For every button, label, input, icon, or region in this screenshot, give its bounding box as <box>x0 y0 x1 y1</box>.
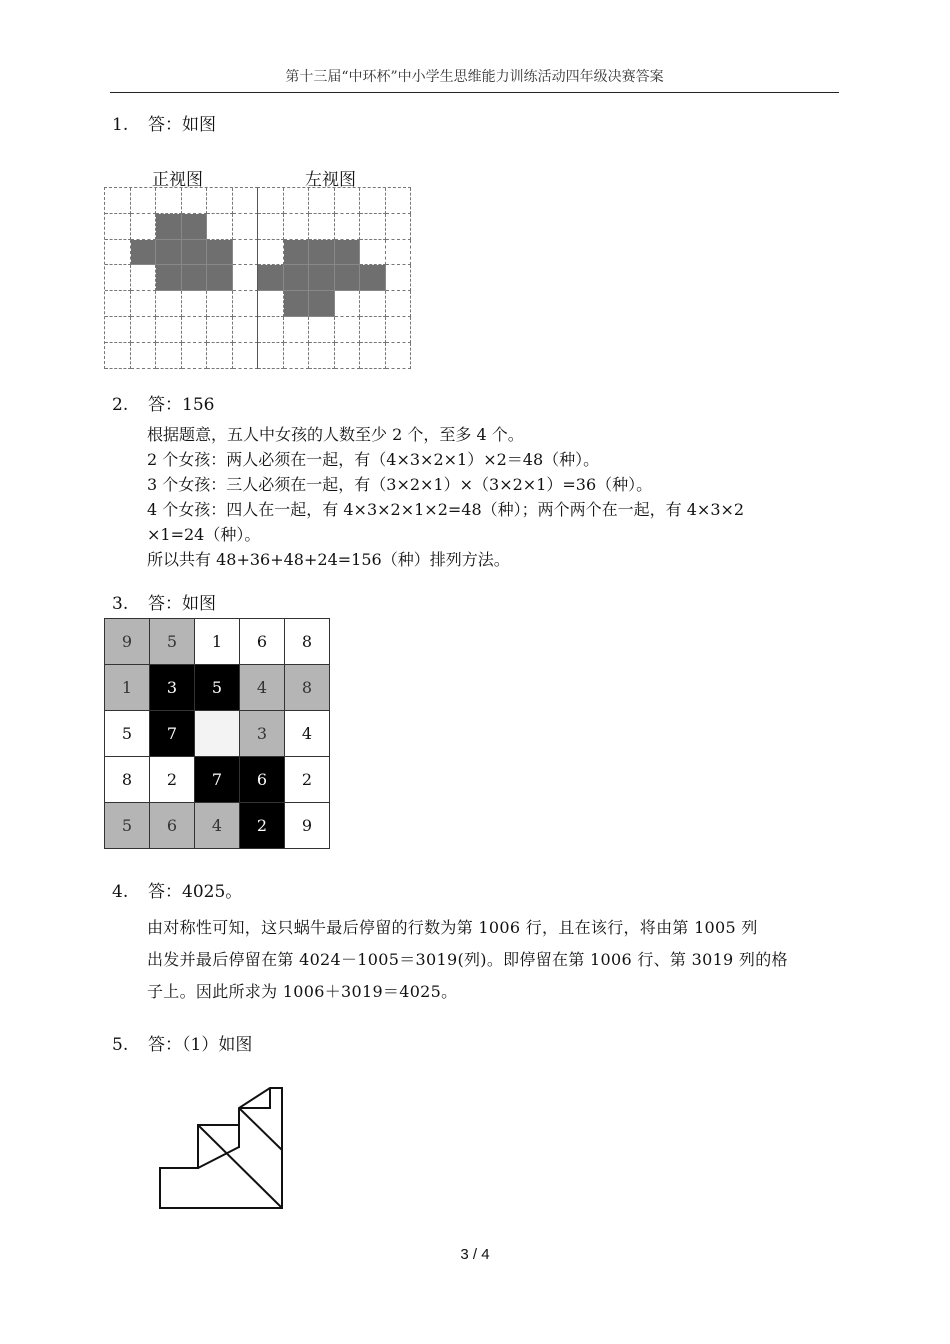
grid-cell: 2 <box>285 757 330 803</box>
grid-cell: 1 <box>105 665 150 711</box>
left-view-cell <box>360 188 386 214</box>
front-view-cell <box>131 343 157 369</box>
grid-cell: 8 <box>285 619 330 665</box>
grid-cell: 2 <box>240 803 285 849</box>
front-view-cell <box>233 240 259 266</box>
grid-cell: 7 <box>195 757 240 803</box>
front-view-cell <box>105 265 131 291</box>
front-view-cell <box>207 240 233 266</box>
front-view-cell <box>233 317 259 343</box>
grid-cell: 2 <box>150 757 195 803</box>
grid-cell: 9 <box>285 803 330 849</box>
left-view-cell <box>284 317 310 343</box>
q2-line-3: 3 个女孩：三人必须在一起，有（3×2×1）×（3×2×1）=36（种）。 <box>147 475 653 494</box>
question-answer-title: 答：4025。 <box>148 882 243 902</box>
question-answer-title: 答：如图 <box>148 594 216 614</box>
q4-line-3: 子上。因此所求为 1006＋3019＝4025。 <box>147 982 458 1001</box>
question-number: 2. <box>112 395 129 415</box>
front-view-cell <box>105 291 131 317</box>
left-view-cell <box>309 343 335 369</box>
front-view-cell <box>182 214 208 240</box>
left-view-cell <box>386 240 412 266</box>
front-view-cell <box>233 214 259 240</box>
question-answer-title: 答：156 <box>148 395 215 415</box>
front-view-cell <box>156 343 182 369</box>
front-view-cell <box>182 317 208 343</box>
question-5 <box>112 1037 252 1054</box>
front-view-grid <box>104 187 258 369</box>
grid-cell: 8 <box>285 665 330 711</box>
front-view-cell <box>156 291 182 317</box>
left-view-cell <box>360 265 386 291</box>
grid-row <box>105 757 330 803</box>
left-view-cell <box>335 240 361 266</box>
grid-cell: 6 <box>150 803 195 849</box>
page-number: 3 / 4 <box>460 1246 490 1263</box>
left-view-cell <box>258 188 284 214</box>
left-view-cell <box>258 291 284 317</box>
left-view-cell <box>335 317 361 343</box>
front-view-cell <box>233 343 259 369</box>
left-view-cell <box>309 265 335 291</box>
grid-cell: 6 <box>240 619 285 665</box>
left-view-cell <box>386 317 412 343</box>
question-2 <box>112 397 214 414</box>
front-view-cell <box>156 265 182 291</box>
left-view-cell <box>258 317 284 343</box>
front-view-cell <box>131 291 157 317</box>
grid-cell: 4 <box>195 803 240 849</box>
front-view-cell <box>131 188 157 214</box>
grid-row <box>105 619 330 665</box>
front-view-cell <box>207 291 233 317</box>
q2-line-5: ×1=24（种）。 <box>147 525 261 544</box>
question-number: 1. <box>112 115 129 135</box>
left-view-cell <box>335 265 361 291</box>
left-view-cell <box>309 188 335 214</box>
front-view-cell <box>182 291 208 317</box>
grid-cell <box>195 711 240 757</box>
left-view-cell <box>309 240 335 266</box>
left-view-cell <box>386 291 412 317</box>
grid-cell: 5 <box>105 711 150 757</box>
front-view-cell <box>207 265 233 291</box>
grid-cell: 8 <box>105 757 150 803</box>
q2-line-4: 4 个女孩：四人在一起，有 4×3×2×1×2=48（种）；两个两个在一起，有 4×3×2 <box>147 500 745 519</box>
front-view-cell <box>105 240 131 266</box>
grid-row <box>105 803 330 849</box>
grid-cell: 6 <box>240 757 285 803</box>
left-view-cell <box>258 343 284 369</box>
question-answer-title: 答：（1）如图 <box>148 1035 253 1055</box>
grid-cell: 4 <box>285 711 330 757</box>
grid-cell: 9 <box>105 619 150 665</box>
left-view-cell <box>284 265 310 291</box>
left-view-cell <box>360 317 386 343</box>
left-view-cell <box>284 214 310 240</box>
front-view-cell <box>182 188 208 214</box>
left-view-cell <box>258 240 284 266</box>
left-view-label: 左视图 <box>305 170 356 190</box>
tangram-figure <box>150 1078 295 1218</box>
number-grid <box>104 618 330 849</box>
front-view-cell <box>156 214 182 240</box>
question-1 <box>112 117 216 134</box>
question-4 <box>112 884 242 901</box>
q4-line-2: 出发并最后停留在第 4024－1005＝3019(列)。即停留在第 1006 行、第 3019 列的格 <box>147 950 788 969</box>
figure-edge-triangle <box>198 1147 239 1168</box>
left-view-cell <box>284 240 310 266</box>
grid-cell: 5 <box>195 665 240 711</box>
front-view-cell <box>156 317 182 343</box>
left-view-cell <box>386 343 412 369</box>
left-view-cell <box>335 214 361 240</box>
left-view-cell <box>360 214 386 240</box>
front-view-cell <box>156 188 182 214</box>
front-view-cell <box>233 188 259 214</box>
grid-cell: 3 <box>150 665 195 711</box>
grid-cell: 5 <box>150 619 195 665</box>
page-header: 第十三届“中环杯”中小学生思维能力训练活动四年级决赛答案 <box>110 66 839 93</box>
front-view-cell <box>207 343 233 369</box>
left-view-cell <box>386 188 412 214</box>
question-3 <box>112 596 216 613</box>
left-view-cell <box>335 343 361 369</box>
left-view-cell <box>360 291 386 317</box>
grid-row <box>105 711 330 757</box>
front-view-cell <box>105 188 131 214</box>
front-view-cell <box>131 214 157 240</box>
question-answer-title: 答：如图 <box>148 115 216 135</box>
grid-row <box>105 665 330 711</box>
grid-cell: 3 <box>240 711 285 757</box>
left-view-grid <box>257 187 411 369</box>
question-number: 4. <box>112 882 129 902</box>
front-view-cell <box>182 265 208 291</box>
grid-cell: 4 <box>240 665 285 711</box>
left-view-cell <box>360 343 386 369</box>
q2-line-2: 2 个女孩：两人必须在一起，有（4×3×2×1）×2＝48（种）。 <box>147 450 600 469</box>
front-view-cell <box>207 214 233 240</box>
front-view-cell <box>105 214 131 240</box>
front-view-cell <box>131 240 157 266</box>
front-view-cell <box>156 240 182 266</box>
front-view-cell <box>182 343 208 369</box>
grid-cell: 1 <box>195 619 240 665</box>
question-number: 5. <box>112 1035 129 1055</box>
front-view-cell <box>233 265 259 291</box>
left-view-cell <box>335 291 361 317</box>
q4-line-1: 由对称性可知，这只蜗牛最后停留的行数为第 1006 行，且在该行，将由第 1005 列 <box>147 918 758 937</box>
figure-edge-upper-diagonal <box>239 1108 282 1150</box>
left-view-cell <box>386 265 412 291</box>
left-view-cell <box>284 343 310 369</box>
left-view-cell <box>309 214 335 240</box>
left-view-cell <box>258 265 284 291</box>
front-view-cell <box>105 343 131 369</box>
left-view-cell <box>360 240 386 266</box>
left-view-cell <box>386 214 412 240</box>
left-view-cell <box>258 214 284 240</box>
front-view-cell <box>182 240 208 266</box>
grid-cell: 5 <box>105 803 150 849</box>
q2-line-6: 所以共有 48+36+48+24=156（种）排列方法。 <box>147 550 510 569</box>
left-view-cell <box>284 291 310 317</box>
left-view-cell <box>335 188 361 214</box>
left-view-cell <box>309 291 335 317</box>
front-view-cell <box>207 188 233 214</box>
front-view-label: 正视图 <box>152 170 203 190</box>
front-view-cell <box>105 317 131 343</box>
front-view-cell <box>131 265 157 291</box>
front-view-cell <box>131 317 157 343</box>
grid-cell: 7 <box>150 711 195 757</box>
front-view-cell <box>207 317 233 343</box>
question-number: 3. <box>112 594 129 614</box>
q2-line-1: 根据题意，五人中女孩的人数至少 2 个，至多 4 个。 <box>147 425 524 444</box>
left-view-cell <box>309 317 335 343</box>
left-view-cell <box>284 188 310 214</box>
front-view-cell <box>233 291 259 317</box>
